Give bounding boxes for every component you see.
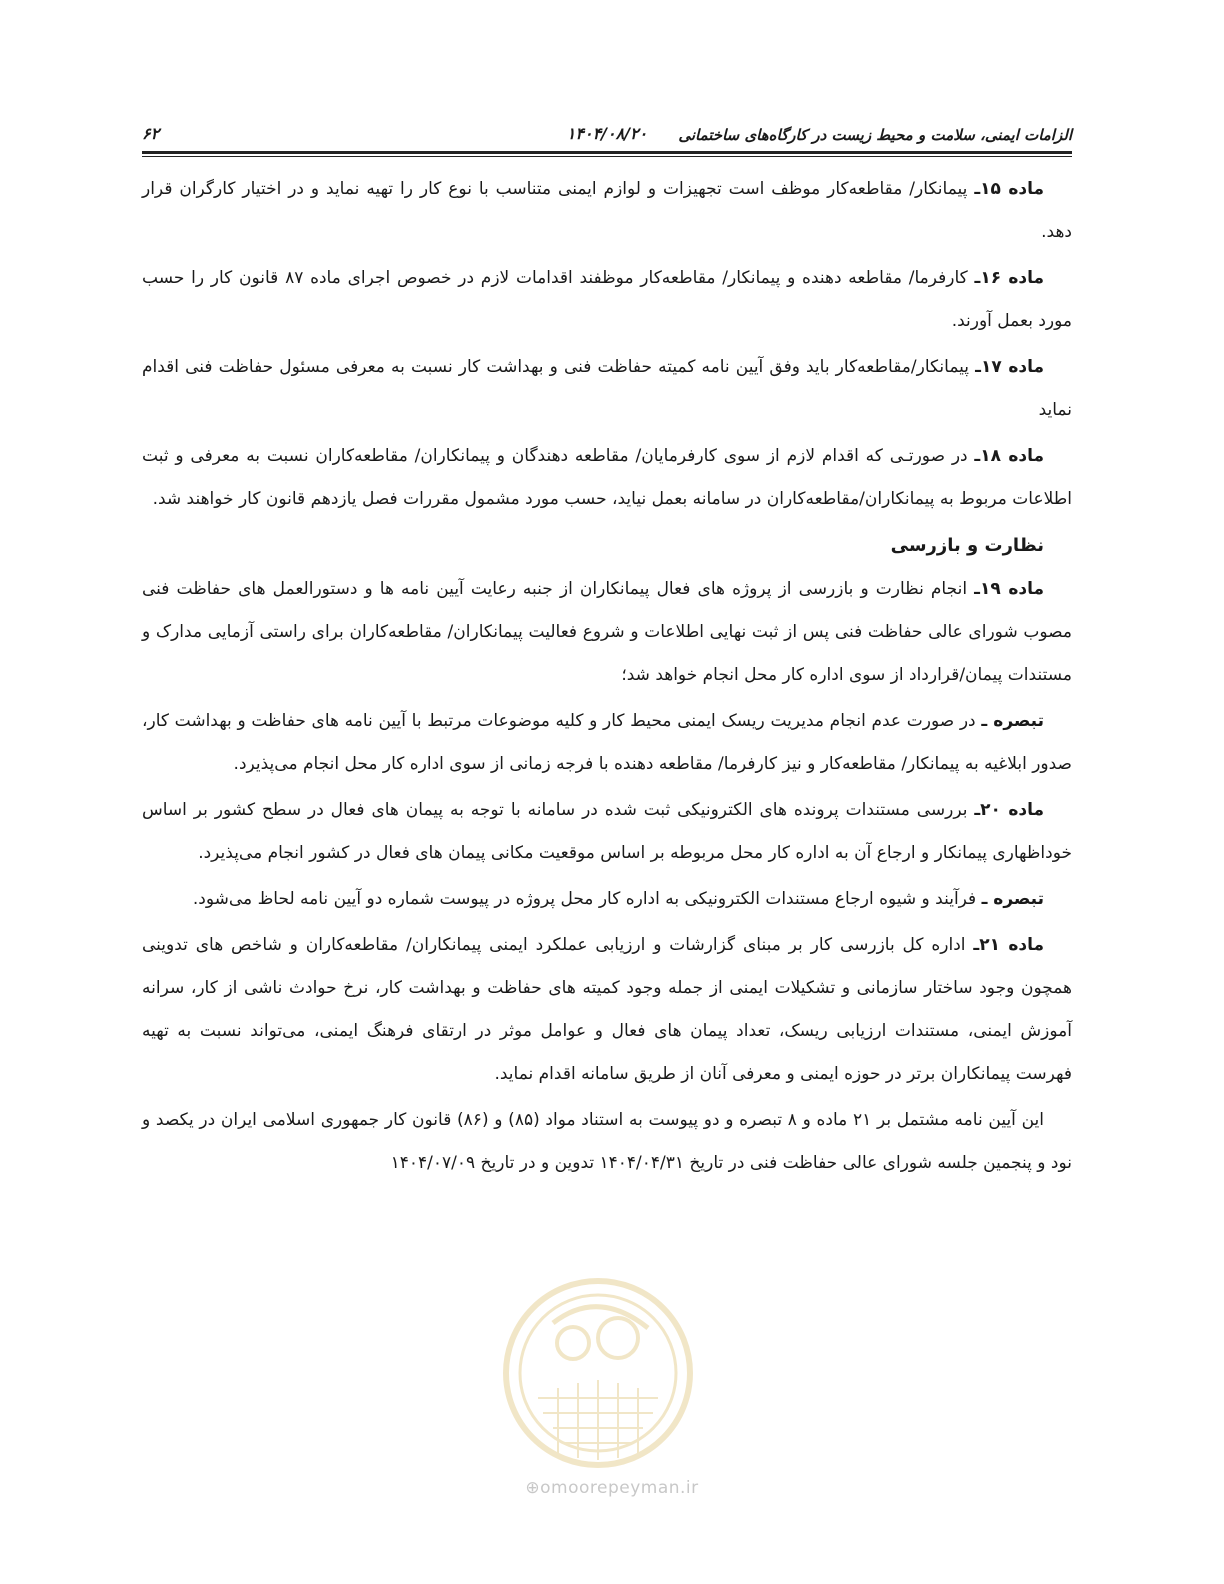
globe-icon: ⊕: [525, 1478, 541, 1498]
header-rule-thick: [142, 151, 1072, 154]
article-text: کارفرما/ مقاطعه دهنده و پیمانکار/ مقاطعه‌کار موظفند اقدامات لازم در خصوص اجرای ماده ۸۷ قانون کار را حسب مورد بعمل آورند.: [142, 268, 1072, 331]
article-text: پیمانکار/ مقاطعه‌کار موظف است تجهیزات و لوازم ایمنی متناسب با نوع کار را تهیه نماید و در اختیار کارگران قرار دهد.: [142, 179, 1072, 242]
document-body: [142, 168, 1072, 1188]
article-20: [142, 789, 1072, 875]
article-15: [142, 168, 1072, 254]
note-label: تبصره ـ: [981, 711, 1044, 731]
article-label: ماده ۱۸ـ: [974, 446, 1044, 466]
page-number: ۶۲: [142, 124, 160, 143]
article-17: [142, 346, 1072, 432]
watermark-seal-icon: [498, 1268, 698, 1478]
closing-text: این آیین نامه مشتمل بر ۲۱ ماده و ۸ تبصره و دو پیوست به استناد مواد (۸۵) و (۸۶) قانون کار جمهوری اسلامی ایران در یکصد و نود و پنجمین جلسه شورای عالی حفاظت فنی در تاریخ ۱۴۰۴/۰۴/۳۱ تدوین و در تاریخ ۱۴۰۴/۰۷/۰۹: [142, 1110, 1072, 1173]
article-text: در صورتـی که اقدام لازم از سوی کارفرمایان/ مقاطعه دهندگان و پیمانکاران/ مقاطعه‌کاران نسبت به معرفی و ثبت اطلاعات مربوط به پیمانکاران/مقاطعه‌کاران در سامانه بعمل نیاید، حسب مورد مشمول مقررات فصل یازدهم قانون کار خواهند شد.: [142, 446, 1072, 509]
article-label: ماده ۱۷ـ: [975, 357, 1044, 377]
article-text: بررسی مستندات پرونده های الکترونیکی ثبت شده در سامانه با توجه به پیمان های فعال در سطح کشور بر اساس خوداظهاری پیمانکار و ارجاع آن به اداره کار محل مربوطه بر اساس موقعیت مکانی پیمان های فعال در کشور انجام می‌پذیرد.: [142, 800, 1072, 863]
article-label: ماده ۱۵ـ: [974, 179, 1044, 199]
note-19: [142, 700, 1072, 786]
closing-paragraph: [142, 1099, 1072, 1185]
document-title: الزامات ایمنی، سلامت و محیط زیست در کارگاه‌های ساختمانی: [678, 126, 1072, 144]
article-19: [142, 568, 1072, 697]
article-21: [142, 924, 1072, 1096]
article-label: ماده ۱۶ـ: [974, 268, 1045, 288]
note-text: در صورت عدم انجام مدیریت ریسک ایمنی محیط کار و کلیه موضوعات مرتبط با آیین نامه های حفاظت و بهداشت کار، صدور ابلاغیه به پیمانکار/ مقاطعه‌کار و نیز کارفرما/ مقاطعه دهنده با فرجه زمانی از سوی اداره کار محل انجام می‌پذیرد.: [142, 711, 1072, 774]
article-label: ماده ۱۹ـ: [974, 579, 1044, 599]
watermark-site: [0, 1478, 1224, 1498]
document-date: ۱۴۰۴/۰۸/۲۰: [566, 124, 648, 143]
page-header: [142, 120, 1072, 150]
article-text: انجام نظارت و بازرسی از پروژه های فعال پیمانکاران از جنبه رعایت آیین نامه ها و دستورالعمل های حفاظت فنی مصوب شورای عالی حفاظت فنی پس از ثبت نهایی اطلاعات و شروع فعالیت پیمانکاران/ مقاطعه‌کاران برای راستی آزمایی مدارک و مستندات پیمان/قرارداد از سوی اداره کار محل انجام خواهد شد؛: [142, 579, 1072, 685]
note-label: تبصره ـ: [981, 889, 1044, 909]
article-text: اداره کل بازرسی کار بر مبنای گزارشات و ارزیابی عملکرد ایمنی پیمانکاران/ مقاطعه‌کاران و شاخص های تدوینی همچون وجود ساختار سازمانی و تشکیلات ایمنی از جمله وجود کمیته های حفاظت و بهداشت کار، نرخ حوادث ناشی از کار، سرانه آموزش ایمنی، مستندات ارزیابی ریسک، تعداد پیمان های فعال و عوامل موثر در ارتقای فرهنگ ایمنی، می‌تواند نسبت به تهیه فهرست پیمانکاران برتر در حوزه ایمنی و معرفی آنان از طریق سامانه اقدام نماید.: [142, 935, 1072, 1084]
section-heading: نظارت و بازرسی: [890, 535, 1044, 556]
article-label: ماده ۲۰ـ: [974, 800, 1045, 820]
article-label: ماده ۲۱ـ: [973, 935, 1044, 955]
watermark-site-text: omoorepeyman.ir: [540, 1478, 699, 1498]
article-18: [142, 435, 1072, 521]
header-rule-thin: [142, 156, 1072, 157]
note-text: فرآیند و شیوه ارجاع مستندات الکترونیکی به اداره کار محل پروژه در پیوست شماره دو آیین نامه لحاظ می‌شود.: [192, 889, 982, 909]
article-16: [142, 257, 1072, 343]
article-text: پیمانکار/مقاطعه‌کار باید وفق آیین نامه کمیته حفاظت فنی و بهداشت کار نسبت به معرفی مسئول حفاظت فنی اقدام نماید: [142, 357, 1072, 420]
note-20: [142, 878, 1072, 921]
